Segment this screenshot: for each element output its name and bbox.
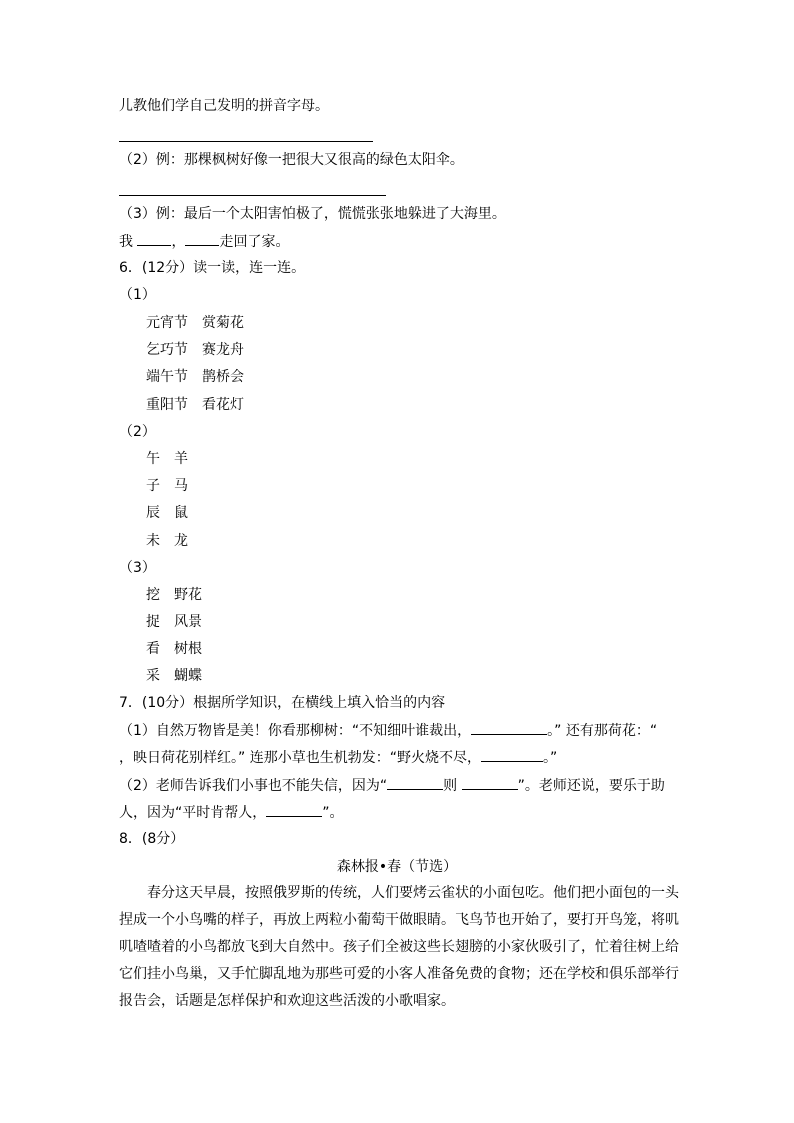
q7-s2-line1 xyxy=(119,775,665,796)
q6-part2-row xyxy=(146,531,188,551)
q8-header: 8．(8分） xyxy=(119,831,185,847)
row-right: 马 xyxy=(174,478,188,494)
q6-part3-row xyxy=(146,612,202,632)
row-right: 赏菊花 xyxy=(202,315,244,331)
row-left: 午 xyxy=(146,451,160,467)
q6-part2-row xyxy=(146,449,188,469)
row-left: 未 xyxy=(146,533,160,549)
q6-part3-row xyxy=(146,639,202,659)
q6-part1-row xyxy=(146,367,244,387)
row-right: 赛龙舟 xyxy=(202,342,244,358)
row-right: 鹊桥会 xyxy=(202,369,244,385)
blank-5[interactable] xyxy=(387,775,443,790)
q7-header: 7．(10分）根据所学知识，在横线上填入恰当的内容 xyxy=(119,695,446,711)
row-left: 端午节 xyxy=(146,369,188,385)
row-left: 子 xyxy=(146,478,160,494)
fill-text-a: 我 xyxy=(119,234,138,250)
q6-part2-row xyxy=(146,503,188,523)
row-right: 野花 xyxy=(174,587,202,603)
blank-3[interactable] xyxy=(471,720,547,735)
row-right: 看花灯 xyxy=(202,397,244,413)
q6-part1-row xyxy=(146,313,244,333)
q7-s1-text-b: 。” 还有那荷花：“ xyxy=(547,723,658,739)
q7-s2-text-e: ”。 xyxy=(322,805,344,821)
q6-part2-row xyxy=(146,476,188,496)
row-right: 龙 xyxy=(174,533,188,549)
q7-s2-text-a: （2）老师告诉我们小事也不能失信，因为“ xyxy=(119,778,388,794)
answer-line-1 xyxy=(119,141,373,142)
blank-1[interactable] xyxy=(137,231,171,246)
blank-7[interactable] xyxy=(266,802,322,817)
q5-sub3: （3）例：最后一个太阳害怕极了，慌慌张张地躲进了大海里。 xyxy=(119,206,506,222)
q7-s2-line2 xyxy=(119,802,344,823)
q5-sub3-fill xyxy=(119,231,289,252)
answer-line-2 xyxy=(119,195,386,196)
row-right: 树根 xyxy=(174,641,202,657)
row-left: 辰 xyxy=(146,505,160,521)
fill-text-b: ， xyxy=(171,234,186,250)
row-left: 重阳节 xyxy=(146,397,188,413)
q5-line-top: 儿教他们学自己发明的拼音字母。 xyxy=(119,98,329,114)
passage-paragraph: 春分这天早晨，按照俄罗斯的传统，人们要烤云雀状的小面包吃。他们把小面包的一头捏成一个小鸟嘴的样子，再放上两粒小葡萄干做眼睛。飞鸟节也开始了，要打开鸟笼，将叽叽喳喳着的小鸟都放飞到大自然中。孩子们全被这些长翅膀的小家伙吸引了，忙着往树上给它们挂小鸟巢，又手忙脚乱地为那些可爱的小客人准备免费的食物；还在学校和俱乐部举行报告会，话题是怎样保护和欢迎这些活泼的小歌唱家。 xyxy=(119,885,679,1009)
blank-4[interactable] xyxy=(481,747,543,762)
row-left: 元宵节 xyxy=(146,315,188,331)
q7-s1-text-d: 。” xyxy=(542,750,558,766)
row-left: 挖 xyxy=(146,587,160,603)
q7-s1-text-c: ，映日荷花别样红。” 连那小草也生机勃发：“野火烧不尽， xyxy=(119,750,481,766)
blank-6[interactable] xyxy=(462,775,518,790)
q6-header: 6．(12分）读一读，连一连。 xyxy=(119,260,306,276)
q7-s1-line1 xyxy=(119,720,657,741)
q7-s2-text-c: ”。老师还说，要乐于助 xyxy=(517,778,665,794)
q7-s1-line2 xyxy=(119,747,557,768)
q6-part2-label: （2） xyxy=(119,424,156,440)
q7-s2-text-d: 人，因为“平时肯帮人， xyxy=(119,805,267,821)
blank-2[interactable] xyxy=(185,231,219,246)
row-right: 羊 xyxy=(174,451,188,467)
row-right: 蝴蝶 xyxy=(174,668,202,684)
q5-sub2: （2）例：那棵枫树好像一把很大又很高的绿色太阳伞。 xyxy=(119,152,464,168)
row-right: 鼠 xyxy=(174,505,188,521)
row-left: 采 xyxy=(146,668,160,684)
q7-s1-text-a: （1）自然万物皆是美！你看那柳树：“不知细叶谁裁出， xyxy=(119,723,472,739)
row-left: 捉 xyxy=(146,614,160,630)
q6-part1-label: （1） xyxy=(119,287,156,303)
row-right: 风景 xyxy=(174,614,202,630)
row-left: 看 xyxy=(146,641,160,657)
q6-part1-row xyxy=(146,340,244,360)
q6-part3-label: （3） xyxy=(119,560,156,576)
q6-part1-row xyxy=(146,395,244,415)
q7-s2-text-b: 则 xyxy=(443,778,462,794)
q6-part3-row xyxy=(146,666,202,686)
row-left: 乞巧节 xyxy=(146,342,188,358)
fill-text-c: 走回了家。 xyxy=(219,234,290,250)
passage-title: 森林报•春（节选） xyxy=(336,859,458,875)
q6-part3-row xyxy=(146,585,202,605)
